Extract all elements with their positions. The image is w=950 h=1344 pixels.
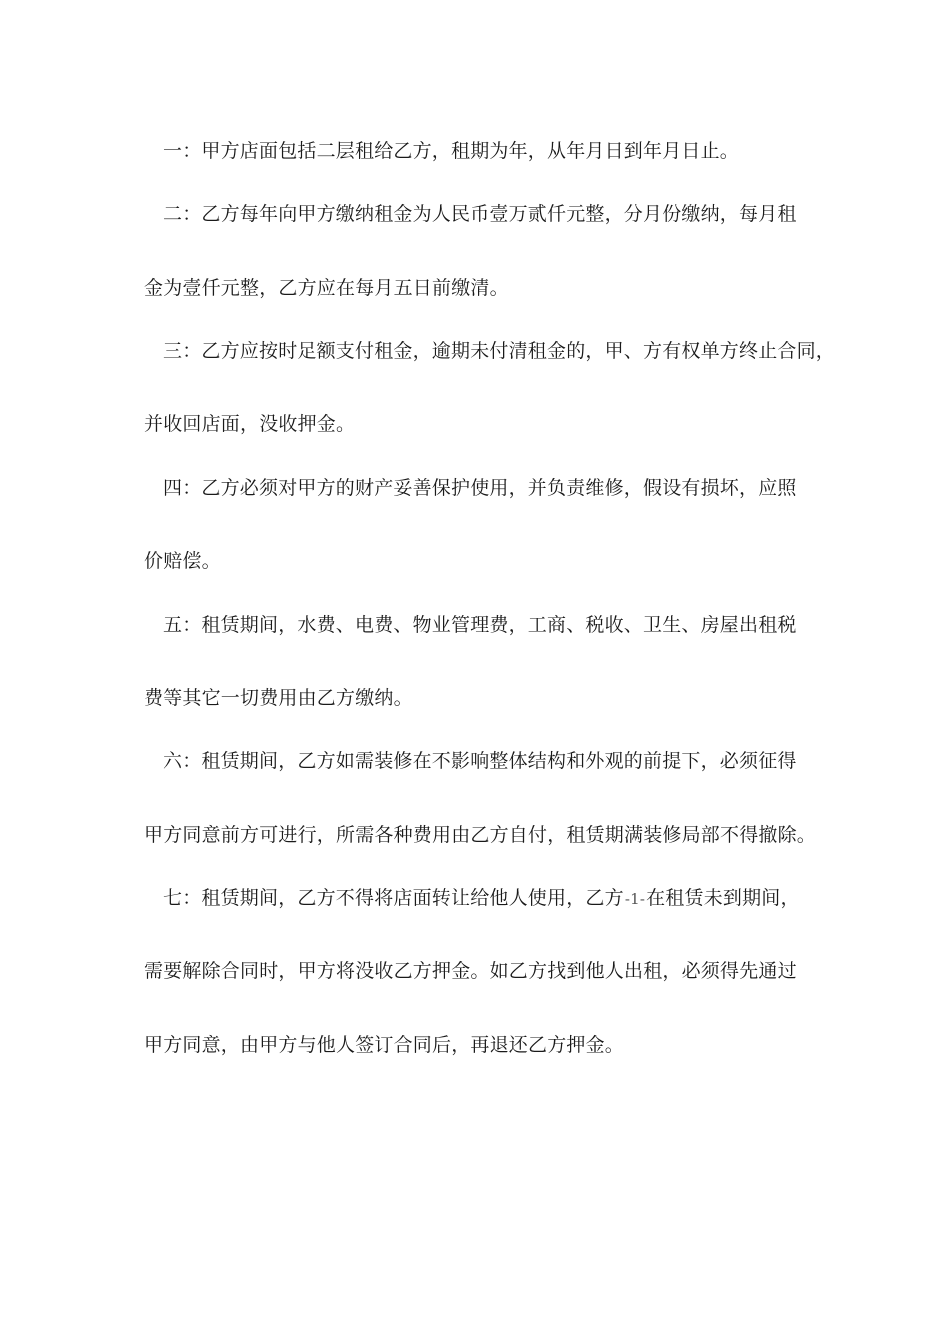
clause-1-line-1: 一：甲方店面包括二层租给乙方，租期为年，从年月日到年月日止。 xyxy=(163,140,740,162)
clause-7-line-1-part-b: 在租赁未到期间， xyxy=(646,887,800,909)
clause-3-line-1: 三：乙方应按时足额支付租金，逾期未付清租金的，甲、方有权单方终止合同， xyxy=(163,340,836,362)
clause-3-line-2: 并收回店面，没收押金。 xyxy=(144,413,356,435)
clause-4-line-2: 价赔偿。 xyxy=(144,550,221,572)
clause-6-line-1: 六：租赁期间，乙方如需装修在不影响整体结构和外观的前提下，必须征得 xyxy=(163,750,797,772)
clause-5-line-2: 费等其它一切费用由乙方缴纳。 xyxy=(144,687,413,709)
clause-2-line-1: 二：乙方每年向甲方缴纳租金为人民币壹万贰仟元整，分月份缴纳，每月租 xyxy=(163,203,797,225)
clause-5-line-1: 五：租赁期间，水费、电费、物业管理费，工商、税收、卫生、房屋出租税 xyxy=(163,614,797,636)
clause-2-line-2: 金为壹仟元整，乙方应在每月五日前缴清。 xyxy=(144,277,509,299)
clause-7-line-3: 甲方同意，由甲方与他人签订合同后，再退还乙方押金。 xyxy=(144,1034,625,1056)
clause-7-line-1-part-a: 七：租赁期间，乙方不得将店面转让给他人使用，乙方 xyxy=(163,887,624,909)
clause-7-line-2: 需要解除合同时，甲方将没收乙方押金。如乙方找到他人出租，必须得先通过 xyxy=(144,960,797,982)
clause-7-line-1 xyxy=(163,886,843,911)
page-number: -1- xyxy=(624,890,646,908)
clause-6-line-2: 甲方同意前方可进行，所需各种费用由乙方自付，租赁期满装修局部不得撤除。 xyxy=(144,824,817,846)
clause-4-line-1: 四：乙方必须对甲方的财产妥善保护使用，并负责维修，假设有损坏，应照 xyxy=(163,477,797,499)
